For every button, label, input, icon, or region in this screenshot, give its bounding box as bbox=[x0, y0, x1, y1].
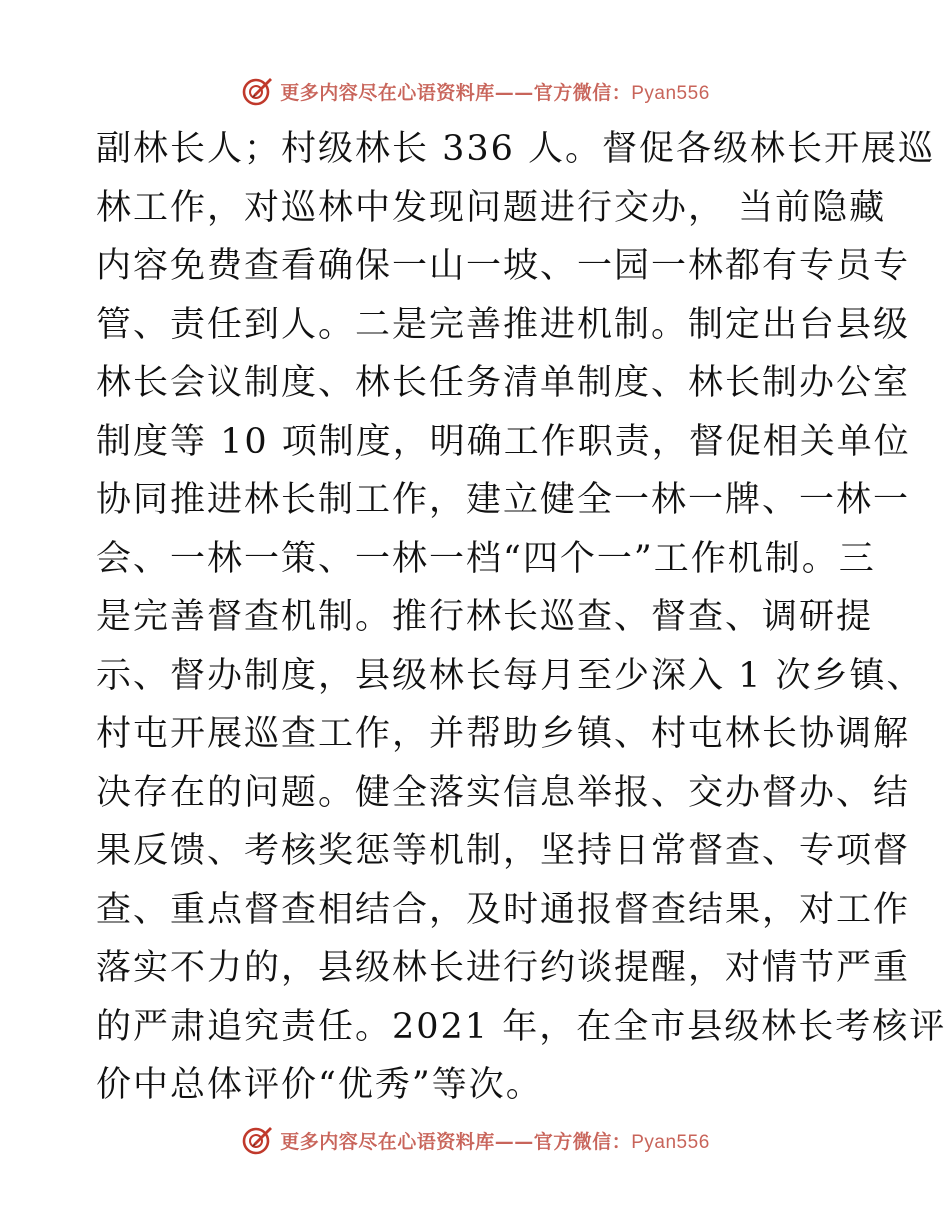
paragraph-line: 决存在的问题。健全落实信息举报、交办督办、结 bbox=[96, 772, 911, 813]
paragraph-line: 是完善督查机制。推行林长巡查、督查、调研提 bbox=[96, 597, 874, 637]
paragraph-line: 制度等 10 项制度，明确工作职责，督促相关单位 bbox=[96, 421, 911, 462]
banner-wechat-id: Pyan556 bbox=[631, 82, 710, 104]
banner-wechat-label: 官方微信： bbox=[533, 1130, 632, 1153]
footer-banner bbox=[0, 1120, 950, 1160]
banner-dash: —— bbox=[494, 81, 534, 104]
banner-site-text: 更多内容尽在心语资料库 bbox=[280, 1130, 495, 1153]
banner-site-text: 更多内容尽在心语资料库 bbox=[280, 81, 495, 104]
document-body bbox=[96, 120, 947, 1115]
paragraph-line: 的严肃追究责任。2021 年，在全市县级林长考核评 bbox=[96, 1006, 947, 1047]
paragraph-line: 示、督办制度，县级林长每月至少深入 1 次乡镇、 bbox=[96, 655, 924, 696]
paragraph-line: 管、责任到人。二是完善推进机制。制定出台县级 bbox=[96, 304, 911, 345]
pen-circle-logo-icon bbox=[240, 74, 274, 108]
paragraph-line: 果反馈、考核奖惩等机制，坚持日常督查、专项督 bbox=[96, 831, 911, 871]
paragraph-line: 价中总体评价“优秀”等次。 bbox=[96, 1065, 543, 1105]
paragraph-line: 林工作，对巡林中发现问题进行交办， 当前隐藏 bbox=[96, 187, 887, 228]
paragraph-line: 副林长人；村级林长 336 人。督促各级林长开展巡 bbox=[96, 129, 936, 169]
banner-wechat-label: 官方微信： bbox=[533, 81, 632, 104]
paragraph-line: 协同推进林长制工作，建立健全一林一牌、一林一 bbox=[96, 480, 911, 520]
header-banner bbox=[0, 71, 950, 111]
banner-wechat-id: Pyan556 bbox=[631, 1131, 710, 1153]
paragraph-line: 查、重点督查相结合，及时通报督查结果，对工作 bbox=[96, 889, 911, 930]
paragraph-line: 村屯开展巡查工作，并帮助乡镇、村屯林长协调解 bbox=[96, 714, 911, 754]
pen-circle-logo-icon bbox=[240, 1123, 274, 1157]
paragraph-line: 落实不力的，县级林长进行约谈提醒，对情节严重 bbox=[96, 948, 911, 988]
paragraph-line: 林长会议制度、林长任务清单制度、林长制办公室 bbox=[96, 363, 911, 403]
banner-dash: —— bbox=[494, 1130, 534, 1153]
banner-text bbox=[280, 78, 710, 105]
banner-text bbox=[280, 1127, 710, 1154]
paragraph-line: 会、一林一策、一林一档“四个一”工作机制。三 bbox=[96, 538, 876, 579]
paragraph-line: 内容免费查看确保一山一坡、一园一林都有专员专 bbox=[96, 246, 911, 286]
